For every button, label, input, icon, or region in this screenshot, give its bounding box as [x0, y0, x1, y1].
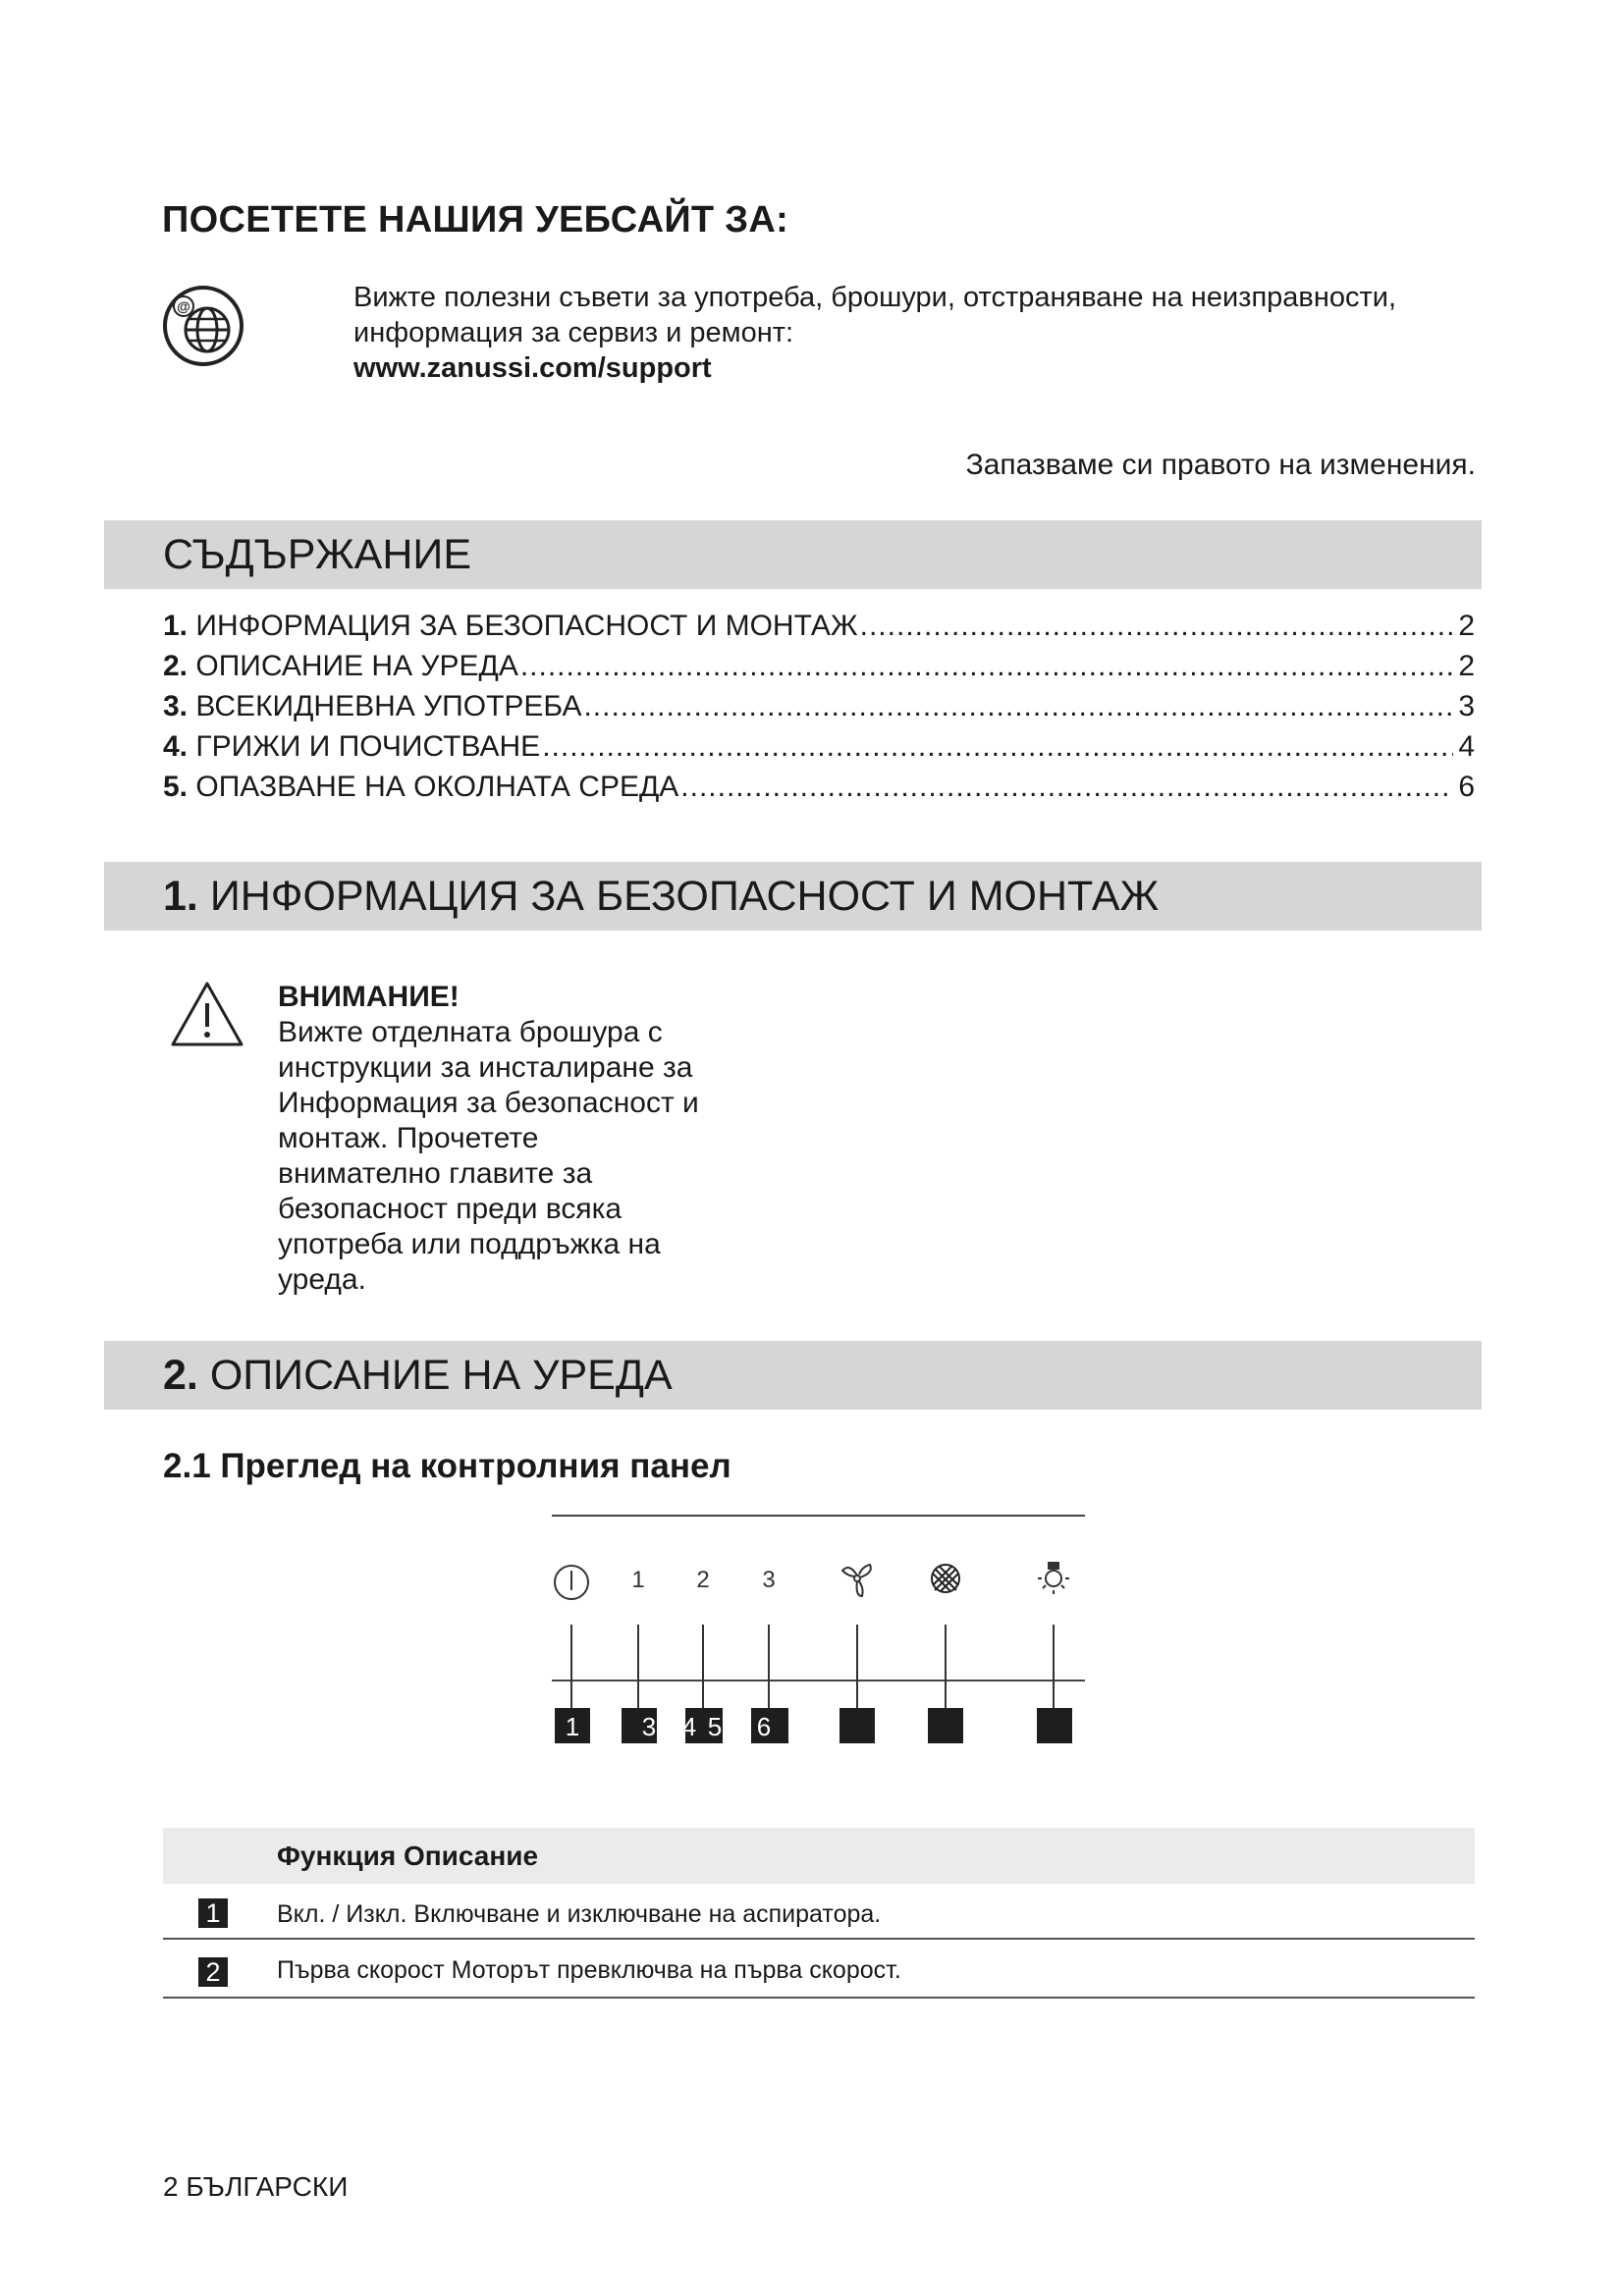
toc-item[interactable]	[163, 606, 1475, 646]
page-footer: 2 БЪЛГАРСКИ	[163, 2171, 349, 2202]
toc-item-label: ОПАЗВАНЕ НА ОКОЛНАТА СРЕДА	[195, 771, 679, 803]
section2-header	[104, 1341, 1482, 1410]
toc-leader	[520, 646, 1453, 686]
section1-title-text: ИНФОРМАЦИЯ ЗА БЕЗОПАСНОСТ И МОНТАЖ	[209, 873, 1160, 920]
table-of-contents	[163, 606, 1475, 807]
toc-item[interactable]	[163, 767, 1475, 807]
warning-line: безопасност преди всяка	[278, 1193, 623, 1225]
warning-line: инструкции за инсталиране за	[278, 1051, 693, 1084]
warning-line: Информация за безопасност и	[278, 1087, 699, 1119]
warning-line: употреба или поддръжка на	[278, 1228, 661, 1260]
warning-line: внимателно главите за	[278, 1157, 593, 1190]
section2-number: 2.	[163, 1352, 198, 1399]
control-panel-diagram	[550, 1512, 1100, 1767]
toc-item-number: 3.	[163, 690, 189, 722]
table-header: Функция Описание	[163, 1828, 1475, 1884]
toc-item-number: 5.	[163, 771, 189, 803]
toc-item-page: 4	[1458, 730, 1475, 763]
warning-line: Вижте отделната брошура с	[278, 1016, 663, 1048]
toc-item-page: 6	[1458, 771, 1475, 803]
contents-title: СЪДЪРЖАНИЕ	[163, 531, 471, 578]
callout-box-6	[928, 1708, 963, 1743]
table-row	[163, 1940, 1475, 1999]
toc-item-label: ВСЕКИДНЕВНА УПОТРЕБА	[195, 690, 582, 722]
callout-label: 1	[565, 1712, 580, 1741]
callout-box-7	[1037, 1708, 1072, 1743]
section1-number: 1.	[163, 873, 198, 920]
callout-label: 5	[707, 1712, 723, 1741]
globe-icon	[162, 285, 244, 367]
toc-item-page: 2	[1458, 650, 1475, 682]
toc-item-number: 4.	[163, 730, 189, 763]
toc-leader	[583, 686, 1453, 726]
toc-leader	[860, 606, 1453, 646]
row-number-badge: 1	[198, 1898, 228, 1928]
svg-text:@: @	[177, 298, 190, 314]
callout-box-5	[839, 1708, 875, 1743]
speed-2-label: 2	[696, 1567, 710, 1593]
filter-icon	[932, 1565, 959, 1592]
warning-line: монтаж. Прочетете	[278, 1122, 539, 1154]
function-table	[163, 1828, 1475, 1999]
warning-title: ВНИМАНИЕ!	[278, 981, 460, 1013]
section1-title	[163, 862, 1159, 931]
speed-3-label: 3	[762, 1567, 776, 1593]
toc-leader	[542, 726, 1453, 767]
callout-label: 3	[641, 1712, 657, 1741]
visit-text-line2: информация за сервиз и ремонт:	[353, 317, 794, 348]
callout-label: 6	[756, 1712, 772, 1741]
toc-item-label: ГРИЖИ И ПОЧИСТВАНЕ	[195, 730, 541, 763]
warning-line: уреда.	[278, 1263, 366, 1296]
section2-title	[163, 1341, 673, 1410]
section2-title-text: ОПИСАНИЕ НА УРЕДА	[209, 1352, 673, 1399]
toc-item-label: ИНФОРМАЦИЯ ЗА БЕЗОПАСНОСТ И МОНТАЖ	[195, 610, 858, 642]
callout-label: 4	[681, 1712, 697, 1741]
toc-item[interactable]	[163, 686, 1475, 726]
reserve-note: Запазваме си правото на изменения.	[965, 449, 1476, 481]
toc-item-label: ОПИСАНИЕ НА УРЕДА	[195, 650, 518, 682]
support-link[interactable]: www.zanussi.com/support	[353, 352, 712, 384]
callout-leaders	[571, 1625, 1054, 1708]
toc-item-page: 3	[1458, 690, 1475, 722]
toc-item-page: 2	[1458, 610, 1475, 642]
visit-title: ПОСЕТЕТЕ НАШИЯ УЕБСАЙТ ЗА:	[162, 199, 789, 240]
section1-header	[104, 862, 1482, 931]
subsection-title: 2.1 Преглед на контролния панел	[163, 1447, 731, 1485]
visit-text-line1: Вижте полезни съвети за употреба, брошури, отстраняване на неизправности,	[353, 282, 1396, 313]
table-row	[163, 1884, 1475, 1940]
toc-item-number: 1.	[163, 610, 189, 642]
fan-icon	[842, 1565, 871, 1596]
toc-item[interactable]	[163, 646, 1475, 686]
row-description: Вкл. / Изкл. Включване и изключване на аспиратора.	[277, 1900, 882, 1928]
toc-leader	[680, 767, 1453, 807]
light-icon	[1038, 1563, 1069, 1594]
toc-item[interactable]	[163, 726, 1475, 767]
warning-block	[278, 980, 739, 1298]
power-icon	[555, 1566, 588, 1599]
toc-item-number: 2.	[163, 650, 189, 682]
speed-1-label: 1	[631, 1567, 645, 1593]
warning-icon	[170, 980, 244, 1048]
contents-header	[104, 520, 1482, 589]
row-description: Първа скорост Моторът превключва на първа скорост.	[277, 1956, 901, 1984]
visit-text	[353, 280, 1512, 386]
row-number-badge: 2	[198, 1957, 228, 1987]
